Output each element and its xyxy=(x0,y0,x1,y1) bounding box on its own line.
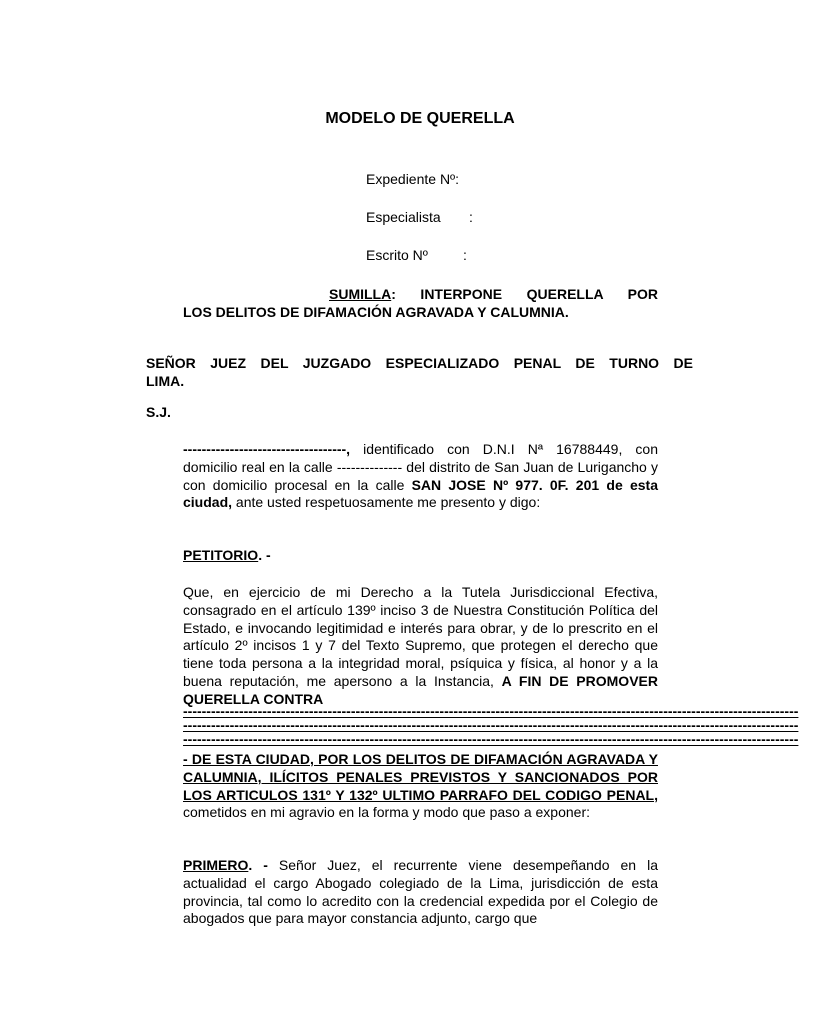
intro-name-dashes: -----------------------------------, xyxy=(183,441,351,457)
intro-address: SAN JOSE Nº 977. 0F. 201 de esta ciudad, xyxy=(183,476,658,511)
expediente-label: Expediente Nº: xyxy=(366,171,460,187)
especialista-label: Especialista xyxy=(366,209,441,225)
primero-label: PRIMERO xyxy=(183,857,249,873)
escrito-label: Escrito Nº xyxy=(366,247,428,263)
expediente-line xyxy=(366,171,459,187)
escrito-colon: : xyxy=(463,247,467,263)
intro-text-1: identificado con D.N.I Nª 16788449, con domicilio real en la calle -------------- del distrito de San Juan de Lurigancho y con domicilio procesal en la calle xyxy=(183,441,658,493)
sumilla-text-2: LOS DELITOS DE DIFAMACIÓN AGRAVADA Y CALUMNIA. xyxy=(183,304,569,320)
primero-paragraph xyxy=(183,857,658,928)
addressee xyxy=(146,354,693,390)
sumilla-label: SUMILLA xyxy=(329,286,392,302)
petitorio-paragraph-2 xyxy=(183,751,658,822)
petitorio-text-2: cometidos en mi agravio en la forma y modo que paso a exponer: xyxy=(183,804,591,821)
petitorio-heading xyxy=(183,547,658,563)
dash-line-3: ------------------------------------------------------------------------------------------------------------------------------------ xyxy=(183,730,799,747)
dash-line-1: ------------------------------------------------------------------------------------------------------------------------------------ xyxy=(183,703,799,719)
primero-suffix: . - xyxy=(248,857,268,873)
intro-text-2: ante usted respetuosamente me presento y digo: xyxy=(232,494,541,511)
sj-label: S.J. xyxy=(146,404,171,420)
dash-line-2: ------------------------------------------------------------------------------------------------------------------------------------ xyxy=(183,716,799,733)
petitorio-label: PETITORIO xyxy=(183,547,259,563)
sumilla-text-1: INTERPONE QUERELLA POR xyxy=(395,286,658,302)
petitorio-querella: A FIN DE PROMOVER QUERELLA CONTRA xyxy=(183,672,658,707)
addressee-line-2: LIMA. xyxy=(146,373,185,389)
sumilla xyxy=(183,285,658,321)
primero-text: Señor Juez, el recurrente viene desempeñando en la actualidad el cargo Abogado colegiado de la Lima, jurisdicción de esta provincia, tal como lo acredito con la credencial expedida por el Colegio de abogados que para mayor constancia adjunto, cargo que xyxy=(183,857,658,927)
intro-paragraph xyxy=(183,441,658,512)
petitorio-text-1: Que, en ejercicio de mi Derecho a la Tutela Jurisdiccional Efectiva, consagrado en el artículo 139º inciso 3 de Nuestra Constitución Política del Estado, e invocando legitimidad e interés para obrar, y de lo prescrito en el artículo 2º incisos 1 y 7 del Texto Supremo, que protegen el derecho que tiene toda persona a la integridad moral, psíquica y física, al honor y a la buena reputación, me apersono a la Instancia, xyxy=(183,584,658,689)
especialista-line xyxy=(366,209,473,225)
escrito-line xyxy=(366,247,467,263)
petitorio-suffix: . - xyxy=(258,547,271,563)
petitorio-dash-block xyxy=(183,703,799,747)
especialista-colon: : xyxy=(469,209,473,225)
petitorio-paragraph xyxy=(183,584,658,709)
petitorio-delitos: - DE ESTA CIUDAD, POR LOS DELITOS DE DIFAMACIÓN AGRAVADA Y CALUMNIA, ILÍCITOS PENALES PREVISTOS Y SANCIONADOS POR LOS ARTICULOS 131º Y 132º ULTIMO PARRAFO DEL CODIGO PENAL, xyxy=(183,751,658,803)
document-title: MODELO DE QUERELLA xyxy=(325,110,515,127)
addressee-line-1: SEÑOR JUEZ DEL JUZGADO ESPECIALIZADO PENAL DE TURNO DE xyxy=(146,355,693,371)
sumilla-label-colon: : xyxy=(391,286,396,302)
